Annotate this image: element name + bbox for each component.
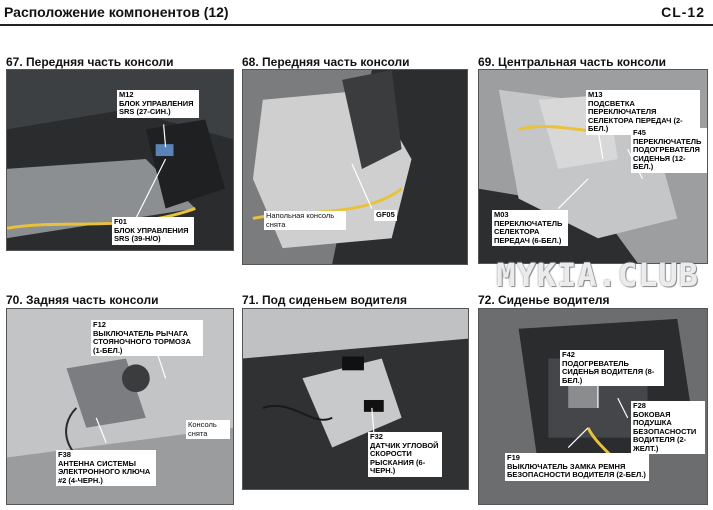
watermark: MYKIA.CLUB [496, 256, 699, 294]
panel-68-photo [242, 69, 468, 265]
callout-f28: F28 БОКОВАЯ ПОДУШКА БЕЗОПАСНОСТИ ВОДИТЕЛЯ (2-ЖЕЛТ.) [631, 401, 705, 454]
callout-f01: F01 БЛОК УПРАВЛЕНИЯ SRS (39-Н/О) [112, 217, 194, 245]
label-console-removed-68: Напольная консоль снята [264, 211, 346, 230]
callout-m12: M12 БЛОК УПРАВЛЕНИЯ SRS (27-СИН.) [117, 90, 199, 118]
page-title: Расположение компонентов (12) [4, 4, 229, 20]
callout-f12: F12 ВЫКЛЮЧАТЕЛЬ РЫЧАГА СТОЯНОЧНОГО ТОРМОЗА (1-БЕЛ.) [91, 320, 203, 356]
label-console-removed-70: Консоль снята [186, 420, 230, 439]
callout-f42: F42 ПОДОГРЕВАТЕЛЬ СИДЕНЬЯ ВОДИТЕЛЯ (8-БЕЛ.) [560, 350, 664, 386]
callout-gf05: GF05 [376, 210, 395, 219]
panel-69-title: 69. Центральная часть консоли [478, 55, 667, 69]
callout-m13: M13 ПОДСВЕТКА ПЕРЕКЛЮЧАТЕЛЯ СЕЛЕКТОРА ПЕРЕДАЧ (2-БЕЛ.) [586, 90, 700, 135]
callout-m03: M03 ПЕРЕКЛЮЧАТЕЛЬ СЕЛЕКТОРА ПЕРЕДАЧ (6-БЕЛ.) [492, 210, 568, 246]
callout-f19: F19 ВЫКЛЮЧАТЕЛЬ ЗАМКА РЕМНЯ БЕЗОПАСНОСТИ ВОДИТЕЛЯ (2-БЕЛ.) [505, 453, 649, 481]
panel-71-title: 71. Под сиденьем водителя [242, 293, 408, 307]
callout-f45: F45 ПЕРЕКЛЮЧАТЕЛЬ ПОДОГРЕВАТЕЛЯ СИДЕНЬЯ (12-БЕЛ.) [631, 128, 707, 173]
callout-f32: F32 ДАТЧИК УГЛОВОЙ СКОРОСТИ РЫСКАНИЯ (6-ЧЕРН.) [368, 432, 442, 477]
page-header [0, 0, 713, 26]
panel-67-title: 67. Передняя часть консоли [6, 55, 174, 69]
panel-68-title: 68. Передняя часть консоли [242, 55, 410, 69]
panel-72-title: 72. Сиденье водителя [478, 293, 610, 307]
page-code: CL-12 [661, 4, 705, 20]
callout-f38: F38 АНТЕННА СИСТЕМЫ ЭЛЕКТРОННОГО КЛЮЧА #2 (4-ЧЕРН.) [56, 450, 156, 486]
panel-70-title: 70. Задняя часть консоли [6, 293, 159, 307]
